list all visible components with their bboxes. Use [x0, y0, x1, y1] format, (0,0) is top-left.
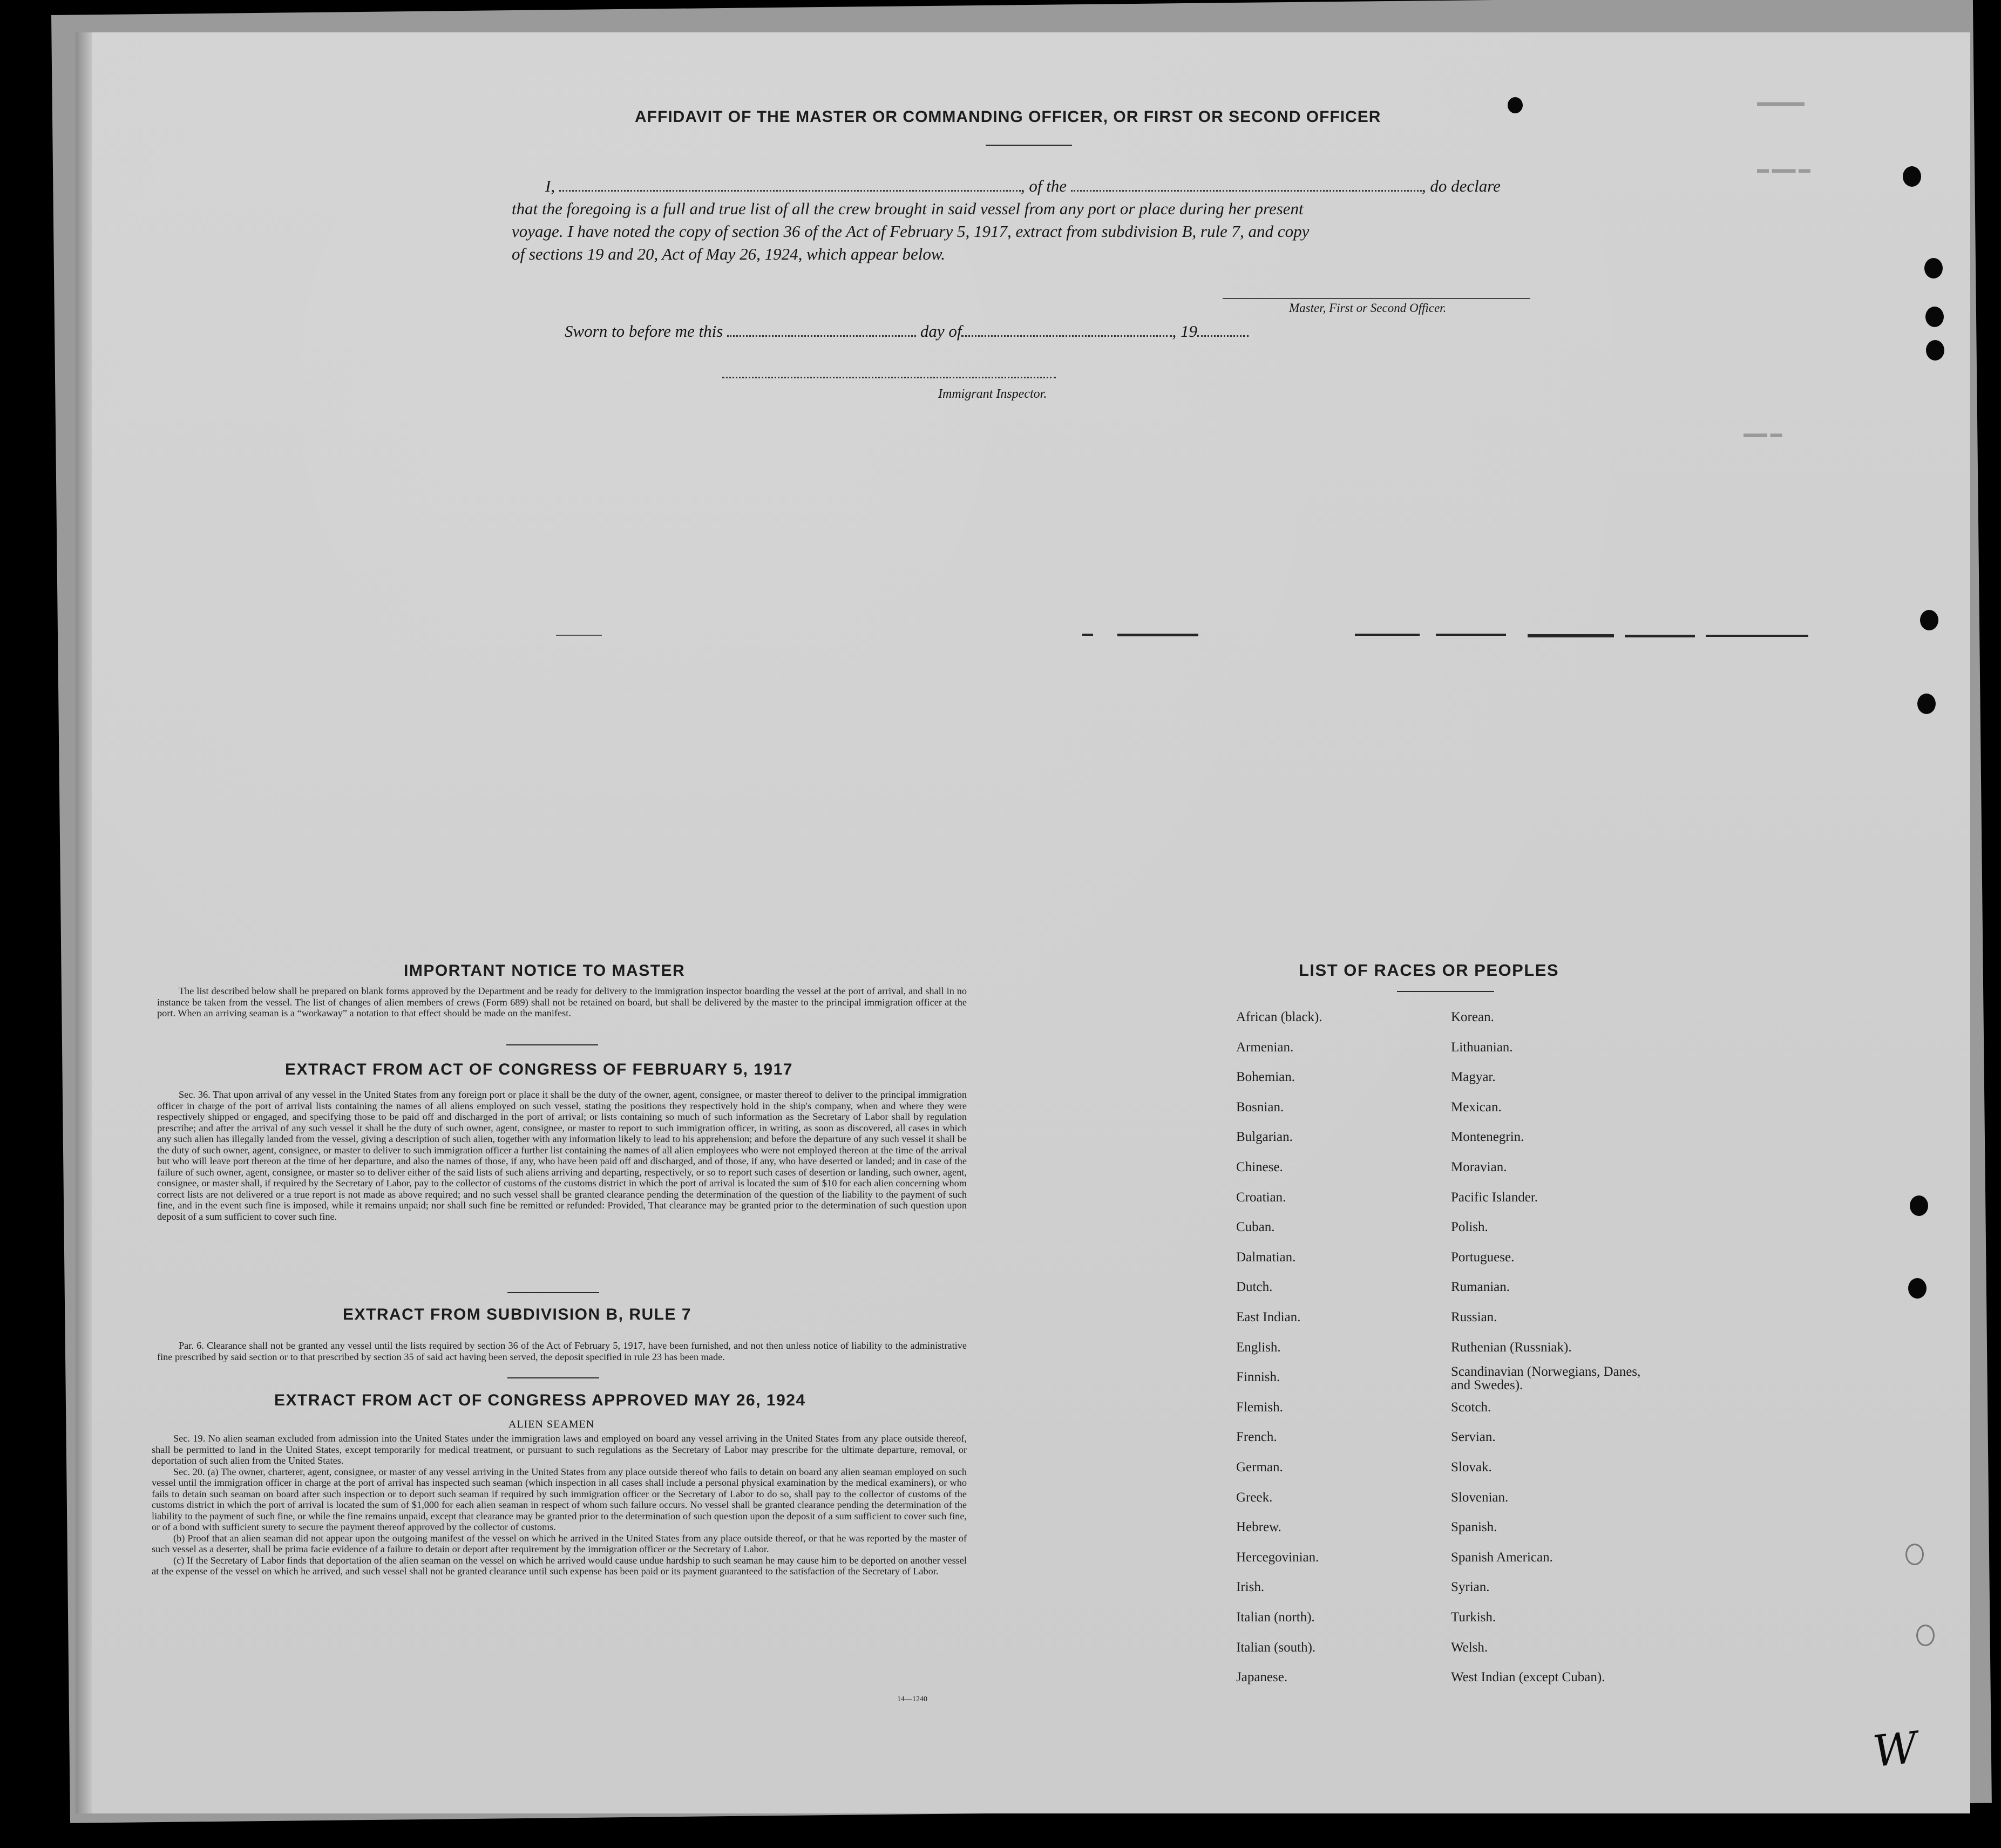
- race-item: Armenian.: [1236, 1040, 1294, 1055]
- race-item: Italian (south).: [1236, 1640, 1316, 1655]
- punch-hole: [1924, 258, 1943, 278]
- race-item: Lithuanian.: [1451, 1040, 1513, 1055]
- race-item: Welsh.: [1451, 1640, 1488, 1655]
- punch-hole: [1910, 1195, 1928, 1216]
- race-item: Dalmatian.: [1236, 1250, 1296, 1265]
- day-of-label: day of: [920, 322, 962, 341]
- race-item: Irish.: [1236, 1580, 1265, 1594]
- race-item: East Indian.: [1236, 1310, 1301, 1324]
- affidavit-title: AFFIDAVIT OF THE MASTER OR COMMANDING OFFICER, OR FIRST OR SECOND OFFICER: [635, 108, 1381, 126]
- punch-hole: [1905, 1544, 1924, 1565]
- section-20a-paragraph: Sec. 20. (a) The owner, charterer, agent, consignee, or master of any vessel arriving in the United States from any place outside thereof who fails to detain on board any alien seaman employed on such vessel until the immigration officer in charge at the port of arrival has inspected such seaman (which inspection in all cases shall include a personal physical examination by the medical examiners), or who fails to detain such seaman on board after such inspection or to deport such seaman if required by such immigration officer or the Secretary of Labor to do so, shall pay to the collector of customs of the customs district in which the port of arrival is located the sum of $1,000 for each alien seaman in respect of whom such failure occurs. No vessel shall be granted clearance pending the determination of the liability to the payment of such fine, or while the fine remains unpaid, except that clearance may be granted prior to the determination of such question upon the deposit of a sum sufficient to cover such fine, or of a bond with sufficient surety to secure the payment thereof approved by the collector of customs.: [152, 1466, 967, 1532]
- bleed-through-mark: ▬ ▬▬ ▬: [1757, 162, 1810, 175]
- punch-hole: [1508, 97, 1523, 113]
- name-blank[interactable]: [559, 190, 1021, 192]
- punch-hole: [1925, 307, 1944, 327]
- sworn-day-blank[interactable]: [727, 335, 916, 337]
- sworn-label: Sworn to before me this: [565, 322, 723, 341]
- race-item: Scotch.: [1451, 1400, 1491, 1415]
- section-20b-paragraph: (b) Proof that an alien seaman did not appear upon the outgoing manifest of the vessel on which he arrived in the United States from any place outside thereof, or that he was reported by the master of such vessel as a deserter, shall be prima facie evidence of a failure to detain or deport after requirement by the immigration officer or the Secretary of Labor.: [152, 1532, 967, 1554]
- race-item: Slovak.: [1451, 1460, 1492, 1475]
- race-item: Polish.: [1451, 1220, 1488, 1234]
- race-item: Hercegovinian.: [1236, 1550, 1319, 1565]
- race-item: Servian.: [1451, 1430, 1496, 1444]
- race-item: Bohemian.: [1236, 1070, 1295, 1084]
- act-1917-title: EXTRACT FROM ACT OF CONGRESS OF FEBRUARY 5, 1917: [285, 1061, 793, 1078]
- margin-check-mark: W: [1870, 1722, 1920, 1777]
- alien-seamen-subtitle: ALIEN SEAMEN: [508, 1418, 595, 1430]
- notice-paragraph: The list described below shall be prepared on blank forms approved by the Department and be ready for delivery to the immigration inspector boarding the vessel at the port of arrival, and shall in no instance be taken from the vessel. The list of changes of alien members of crews (Form 689) shall not be retained on board, but shall be delivered by the master to the principal immigration officer at the port. When an arriving seaman is a “workaway” a notation to that effect should be made on the manifest.: [157, 986, 967, 1018]
- race-item: Italian (north).: [1236, 1610, 1315, 1625]
- race-item: Moravian.: [1451, 1160, 1507, 1174]
- inspector-signature-line[interactable]: [722, 377, 1056, 379]
- race-item: Croatian.: [1236, 1190, 1286, 1205]
- fold-line-fragment: [1436, 634, 1506, 636]
- sworn-month-blank[interactable]: [961, 335, 1172, 337]
- fold-line-fragment: [1706, 635, 1808, 637]
- fold-line-fragment: [1528, 634, 1614, 637]
- race-item: Hebrew.: [1236, 1520, 1281, 1534]
- race-item: English.: [1236, 1340, 1281, 1355]
- do-declare-label: , do declare: [1421, 176, 1501, 195]
- par-6-paragraph: Par. 6. Clearance shall not be granted any vessel until the lists required by section 36 of the Act of February 5, 1917, have been furnished, and not then unless notice of liability to the administrative fine prescribed by said section or to that prescribed by section 35 of said act having been served, the deposit specified in rule 23 has been made.: [157, 1340, 967, 1362]
- notice-text: [157, 986, 967, 1019]
- race-item: Bosnian.: [1236, 1100, 1284, 1115]
- punch-hole: [1920, 610, 1938, 630]
- race-item: Rumanian.: [1451, 1280, 1510, 1294]
- race-item: Ruthenian (Russniak).: [1451, 1340, 1572, 1355]
- punch-hole: [1903, 166, 1921, 187]
- races-title: LIST OF RACES OR PEOPLES: [1299, 961, 1559, 980]
- race-item: Japanese.: [1236, 1670, 1288, 1684]
- races-title-underline: [1397, 991, 1494, 992]
- fold-line-fragment: [1355, 634, 1420, 636]
- page-edge-shadow: [76, 32, 92, 1813]
- race-item: Mexican.: [1451, 1100, 1502, 1115]
- punch-hole: [1908, 1278, 1927, 1299]
- master-signature-line[interactable]: [1223, 298, 1530, 299]
- race-item: Chinese.: [1236, 1160, 1283, 1174]
- race-item: Bulgarian.: [1236, 1130, 1293, 1144]
- fold-line-fragment: [1082, 634, 1093, 636]
- race-item: Pacific Islander.: [1451, 1190, 1538, 1205]
- fold-line-fragment: [1117, 634, 1198, 636]
- race-item: Spanish American.: [1451, 1550, 1553, 1565]
- fold-line-fragment: [1625, 635, 1695, 637]
- race-item: Scandinavian (Norwegians, Danes, and Swedes).: [1451, 1364, 1641, 1392]
- declaration-line-2: that the foregoing is a full and true list of all the crew brought in said vessel from any port or place during her present: [512, 199, 1304, 218]
- declaration-line-3: voyage. I have noted the copy of section 36 of the Act of February 5, 1917, extract from subdivision B, rule 7, and copy: [512, 222, 1310, 241]
- race-item: Syrian.: [1451, 1580, 1490, 1594]
- race-item: West Indian (except Cuban).: [1451, 1670, 1605, 1684]
- bleed-through-mark: ▬▬▬▬: [1757, 95, 1805, 108]
- section-divider: [507, 1377, 599, 1378]
- bleed-through-mark: ▬▬ ▬: [1744, 426, 1782, 440]
- race-item: Cuban.: [1236, 1220, 1275, 1234]
- rule-7-title: EXTRACT FROM SUBDIVISION B, RULE 7: [343, 1306, 692, 1323]
- race-item: Spanish.: [1451, 1520, 1497, 1534]
- act-1924-text: [152, 1433, 967, 1577]
- act-1917-text: [157, 1089, 967, 1222]
- rule-7-text: [157, 1340, 967, 1362]
- affidavit-line-1: [545, 174, 1501, 199]
- race-item: Flemish.: [1236, 1400, 1283, 1415]
- section-divider: [507, 1292, 599, 1293]
- race-item: German.: [1236, 1460, 1283, 1475]
- section-divider: [506, 1044, 598, 1045]
- section-20c-paragraph: (c) If the Secretary of Labor finds that deportation of the alien seaman on the vessel on which he arrived would cause undue hardship to such seaman he may cause him to be deported on another vessel at the expense of the vessel on which he arrived, and such vessel shall not be granted clearance until such expense has been paid or its payment guaranteed to the satisfaction of the Secretary of Labor.: [152, 1554, 967, 1577]
- race-item: Dutch.: [1236, 1280, 1273, 1294]
- race-item: Magyar.: [1451, 1070, 1496, 1084]
- race-item: African (black).: [1236, 1010, 1322, 1024]
- notice-title: IMPORTANT NOTICE TO MASTER: [404, 962, 686, 980]
- race-item: Greek.: [1236, 1490, 1273, 1505]
- vessel-blank[interactable]: [1071, 190, 1422, 192]
- sworn-line: [565, 319, 1249, 344]
- inspector-caption: Immigrant Inspector.: [938, 387, 1047, 401]
- race-item: Portuguese.: [1451, 1250, 1515, 1265]
- section-19-paragraph: Sec. 19. No alien seaman excluded from admission into the United States under the immigration laws and employed on board any vessel arriving in the United States from any place outside thereof, shall be permitted to land in the United States, except temporarily for medical treatment, or pursuant to such regulations as the Secretary of Labor may prescribe for the ultimate departure, removal, or deportation of such alien from the United States.: [152, 1433, 967, 1466]
- race-item: Korean.: [1451, 1010, 1494, 1024]
- declaration-line-4: of sections 19 and 20, Act of May 26, 1924, which appear below.: [512, 244, 946, 263]
- of-the-label: , of the: [1020, 176, 1067, 195]
- form-number: 14—1240: [897, 1695, 927, 1703]
- race-item: Montenegrin.: [1451, 1130, 1524, 1144]
- race-item: French.: [1236, 1430, 1277, 1444]
- race-item: Finnish.: [1236, 1370, 1280, 1384]
- race-item: Slovenian.: [1451, 1490, 1509, 1505]
- fold-line-fragment: [556, 635, 602, 636]
- title-underline: [986, 145, 1072, 146]
- punch-hole: [1916, 1625, 1935, 1646]
- punch-hole: [1926, 340, 1944, 361]
- race-item: Turkish.: [1451, 1610, 1496, 1625]
- race-item: Russian.: [1451, 1310, 1497, 1324]
- sworn-year-blank[interactable]: [1197, 335, 1249, 337]
- act-1924-title: EXTRACT FROM ACT OF CONGRESS APPROVED MAY 26, 1924: [274, 1391, 806, 1409]
- punch-hole: [1917, 694, 1936, 714]
- year-label: , 19: [1172, 322, 1197, 341]
- master-caption: Master, First or Second Officer.: [1289, 301, 1447, 315]
- section-36-paragraph: Sec. 36. That upon arrival of any vessel in the United States from any foreign port or place it shall be the duty of the owner, agent, consignee, or master thereof to deliver to the principal immigration officer in charge of the port of arrival lists containing the names of all aliens employed on such vessel, stating the positions they respectively hold in the ship's company, when and where they were respectively shipped or engaged, and specifying those to be paid off and discharged in the port of arrival; or lists containing so much of such information as the Secretary of Labor shall by regulation prescribe; and after the arrival of any such vessel it shall be the duty of such owner, agent, consignee, or master to report to such immigration officer, in writing, as soon as discovered, all cases in which any such alien has illegally landed from the vessel, giving a description of such alien, together with any information likely to lead to his apprehension; and before the departure of any such vessel it shall be the duty of such owner, agent, consignee, or master to deliver to such immigration officer a further list containing the names of all alien employees who were not employed thereon at the time of the arrival but who will leave port thereon at the time of her departure, and also the names of those, if any, who have been paid off and discharged, and of those, if any, who have deserted or landed; and in case of the failure of such owner, agent, consignee, or master so to deliver either of the said lists of such aliens arriving and departing, respectively, or so to report such cases of desertion or landing, such owner, agent, consignee, or master shall, if required by the Secretary of Labor, pay to the collector of customs of the customs district in which the port of arrival is located the sum of $10 for each alien concerning whom correct lists are not delivered or a true report is not made as above required; and no such vessel shall be granted clearance pending the determination of the question of the liability to the payment of such fine, and in the event such fine is imposed, while it remains unpaid; nor shall such fine be remitted or refunded: Provided, That clearance may be granted prior to the determination of such question upon deposit of a sum sufficient to cover such fine.: [157, 1089, 967, 1222]
- i-label: I,: [545, 176, 555, 195]
